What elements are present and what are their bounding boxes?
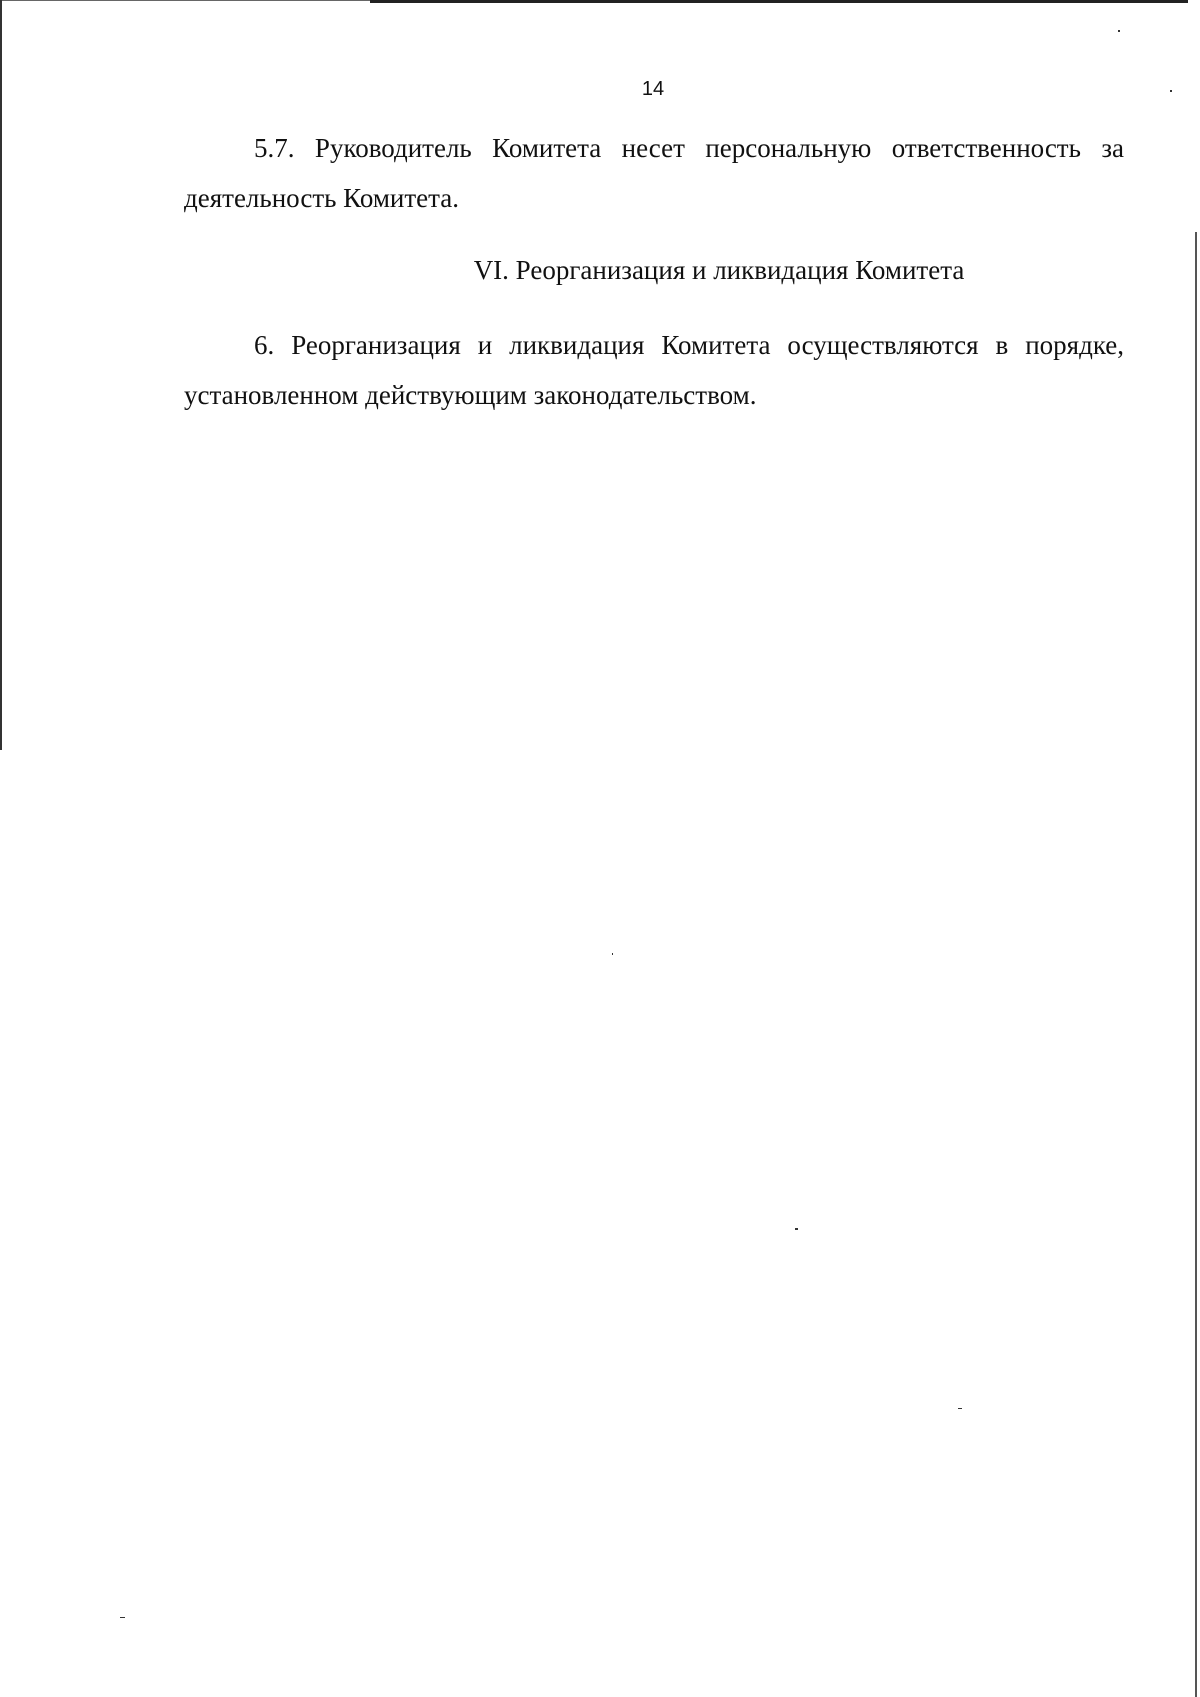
scan-speck — [1170, 90, 1172, 92]
paragraph-5-7: 5.7. Руководитель Комитета несет персональную ответственность за деятельность Комитета. — [184, 133, 1124, 213]
scan-edge-top-left — [0, 0, 370, 1]
paragraph-6: 6. Реорганизация и ликвидация Комитета осуществляются в порядке, установленном действующим законодательством. — [184, 330, 1124, 410]
scan-speck — [795, 1228, 798, 1230]
scan-speck — [612, 953, 613, 955]
section-heading: VI. Реорганизация и ликвидация Комитета — [473, 255, 965, 285]
scan-edge-right — [1195, 232, 1197, 1697]
scan-speck — [120, 1617, 125, 1618]
scan-edge-left — [0, 0, 2, 750]
scan-speck — [1118, 30, 1120, 32]
page-number: 14 — [641, 78, 665, 100]
scan-speck — [958, 1408, 962, 1409]
scan-edge-top — [370, 0, 1188, 3]
